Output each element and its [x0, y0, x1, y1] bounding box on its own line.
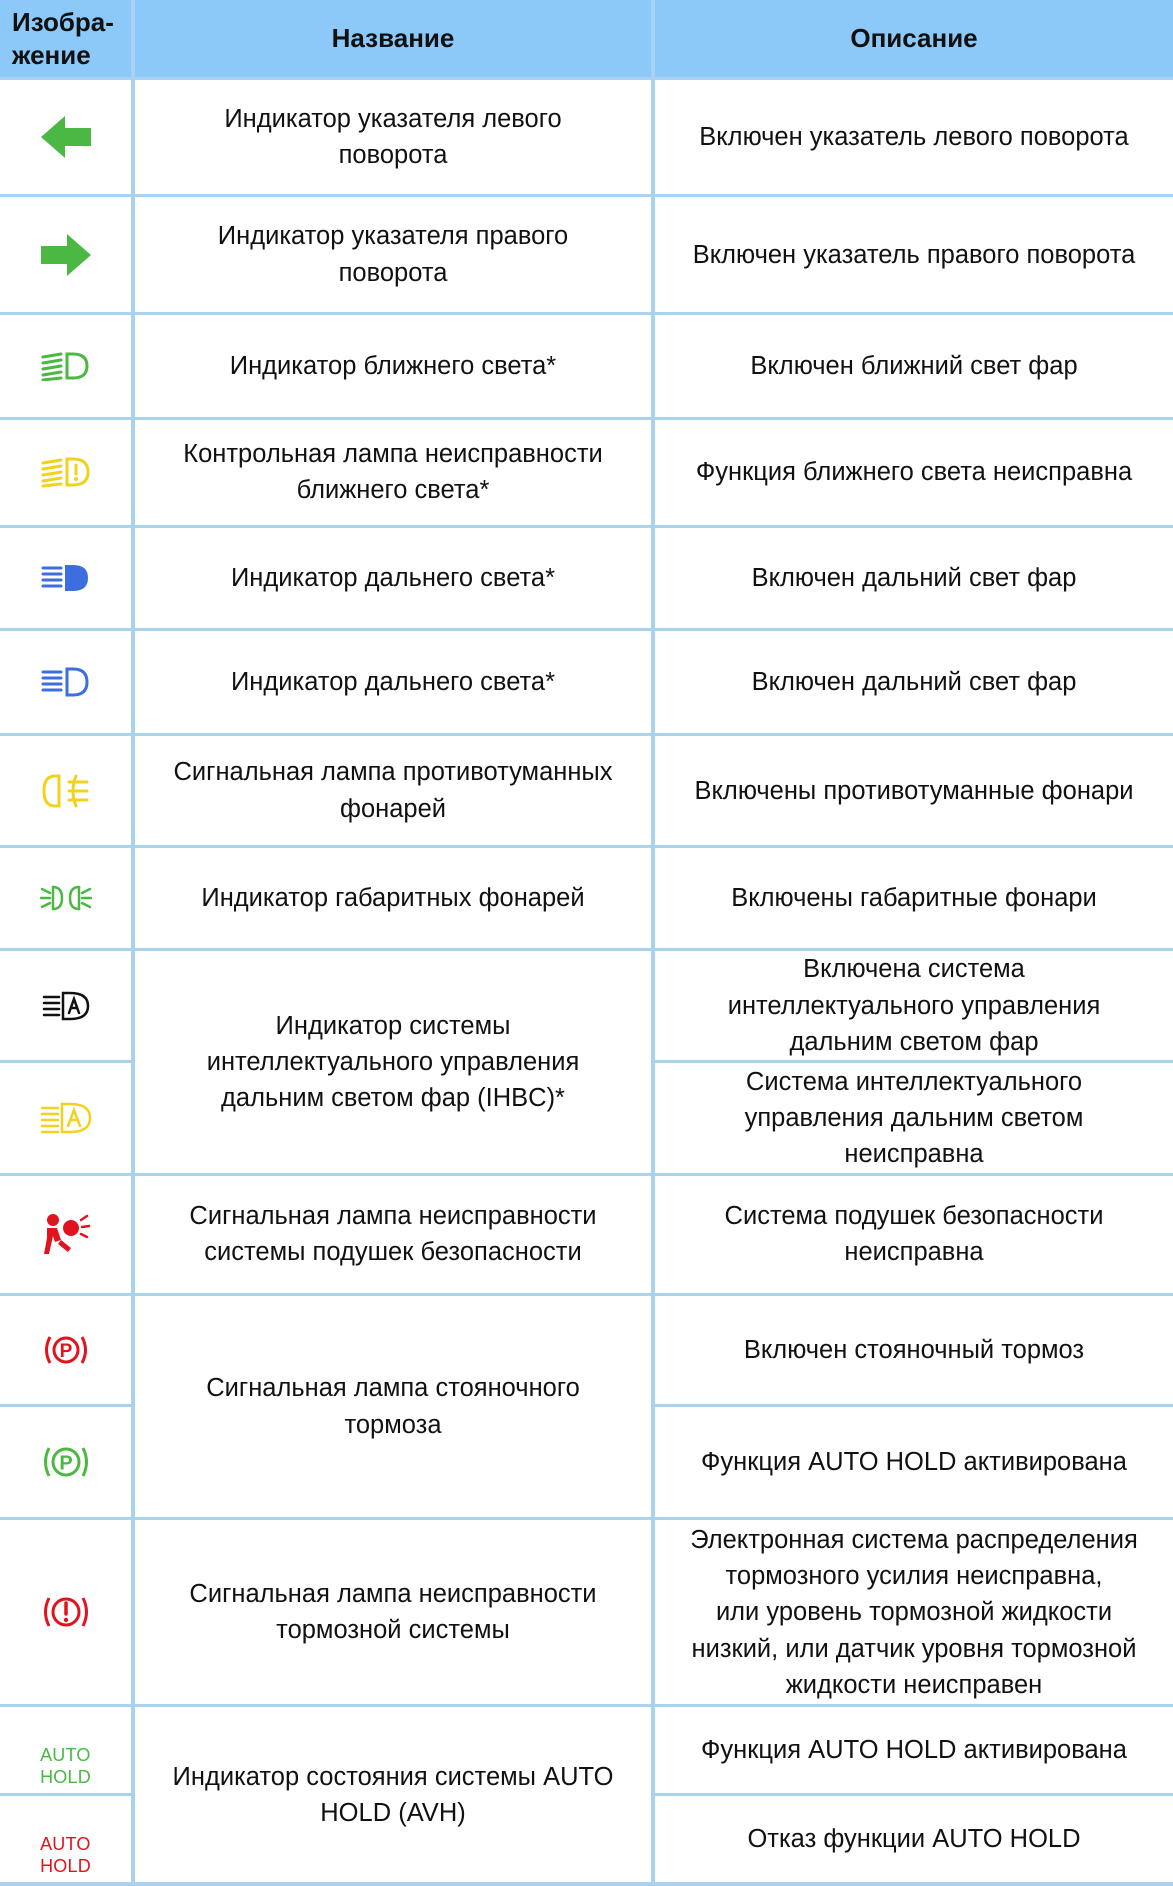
right-turn-arrow-icon	[41, 234, 91, 276]
parking-brake-red-icon	[44, 1332, 88, 1368]
indicator-description: Включена система интеллектуального управления дальним светом фар	[653, 950, 1173, 1062]
indicator-description: Включены противотуманные фонари	[653, 735, 1173, 846]
indicator-name: Сигнальная лампа неисправности тормозной системы	[133, 1519, 653, 1706]
table-row	[0, 950, 1173, 1062]
indicator-name: Индикатор дальнего света*	[133, 526, 653, 629]
airbag-icon	[41, 1212, 91, 1256]
indicator-description: Включен ближний свет фар	[653, 313, 1173, 418]
table-row	[0, 630, 1173, 735]
indicator-description: Включен дальний свет фар	[653, 630, 1173, 735]
indicator-description: Включен указатель правого поворота	[653, 196, 1173, 313]
indicator-name: Индикатор ближнего света*	[133, 313, 653, 418]
ihbc-yellow-icon	[40, 1102, 92, 1134]
icon-cell	[0, 630, 133, 735]
indicator-name: Сигнальная лампа противотуманных фонарей	[133, 735, 653, 846]
rear-fog-lamp-icon	[41, 773, 91, 809]
icon-cell	[0, 1519, 133, 1706]
icon-cell	[0, 950, 133, 1062]
auto-hold-green-icon: AUTO HOLD	[40, 1744, 91, 1788]
indicator-name: Индикатор состояния системы AUTO HOLD (AVH)	[133, 1706, 653, 1884]
parking-brake-green-icon	[43, 1443, 89, 1481]
table-row	[0, 1706, 1173, 1795]
indicator-name: Индикатор указателя левого поворота	[133, 79, 653, 196]
indicator-name: Индикатор габаритных фонарей	[133, 846, 653, 949]
high-beam-filled-icon	[41, 564, 91, 592]
indicator-name: Индикатор системы интеллектуального управления дальним светом фар (IHBC)*	[133, 950, 653, 1175]
table-row	[0, 79, 1173, 196]
low-beam-fault-icon	[41, 456, 91, 488]
indicator-description: Электронная система распределения тормозного усилия неисправна, или уровень тормозной жидкости низкий, или датчик уровня тормозной жидкости неисправен	[653, 1519, 1173, 1706]
indicator-name: Индикатор указателя правого поворота	[133, 196, 653, 313]
indicator-description: Включены габаритные фонари	[653, 846, 1173, 949]
icon-cell	[0, 846, 133, 949]
indicator-description: Включен стояночный тормоз	[653, 1294, 1173, 1405]
icon-cell	[0, 526, 133, 629]
indicator-description: Включен дальний свет фар	[653, 526, 1173, 629]
column-header-image: Изобра- жение	[0, 0, 133, 79]
indicator-description: Система интеллектуального управления дальним светом неисправна	[653, 1062, 1173, 1175]
table-row	[0, 313, 1173, 418]
icon-cell	[0, 735, 133, 846]
svg-text:P: P	[59, 1340, 72, 1362]
icon-cell	[0, 1062, 133, 1175]
low-beam-icon	[41, 351, 91, 381]
table-row	[0, 1175, 1173, 1294]
indicator-name: Индикатор дальнего света*	[133, 630, 653, 735]
table-row	[0, 1519, 1173, 1706]
left-turn-arrow-icon	[41, 116, 91, 158]
table-row	[0, 526, 1173, 629]
brake-fault-icon	[42, 1593, 90, 1631]
icon-cell	[0, 1795, 133, 1884]
indicator-description: Включен указатель левого поворота	[653, 79, 1173, 196]
column-header-name: Название	[133, 0, 653, 79]
icon-cell	[0, 1406, 133, 1519]
indicator-name: Сигнальная лампа неисправности системы подушек безопасности	[133, 1175, 653, 1294]
column-header-description: Описание	[653, 0, 1173, 79]
high-beam-outline-icon	[41, 667, 91, 697]
indicator-description: Система подушек безопасности неисправна	[653, 1175, 1173, 1294]
indicator-name: Сигнальная лампа стояночного тормоза	[133, 1294, 653, 1519]
icon-cell	[0, 1706, 133, 1795]
icon-cell	[0, 1175, 133, 1294]
indicator-description: Функция AUTO HOLD активирована	[653, 1406, 1173, 1519]
auto-hold-red-icon: AUTO HOLD	[40, 1833, 91, 1877]
svg-text:P: P	[58, 1452, 73, 1475]
table-row	[0, 196, 1173, 313]
icon-cell	[0, 419, 133, 526]
icon-cell	[0, 1294, 133, 1405]
position-lamps-icon	[40, 884, 92, 912]
header-row	[0, 0, 1173, 79]
icon-cell	[0, 313, 133, 418]
table-row	[0, 419, 1173, 526]
table-row	[0, 1294, 1173, 1405]
indicator-description: Функция ближнего света неисправна	[653, 419, 1173, 526]
indicator-name: Контрольная лампа неисправности ближнего света*	[133, 419, 653, 526]
icon-cell	[0, 79, 133, 196]
indicator-description: Функция AUTO HOLD активирована	[653, 1706, 1173, 1795]
icon-cell	[0, 196, 133, 313]
ihbc-white-icon	[42, 991, 90, 1021]
table-row	[0, 735, 1173, 846]
table-row	[0, 846, 1173, 949]
indicator-description: Отказ функции AUTO HOLD	[653, 1795, 1173, 1884]
